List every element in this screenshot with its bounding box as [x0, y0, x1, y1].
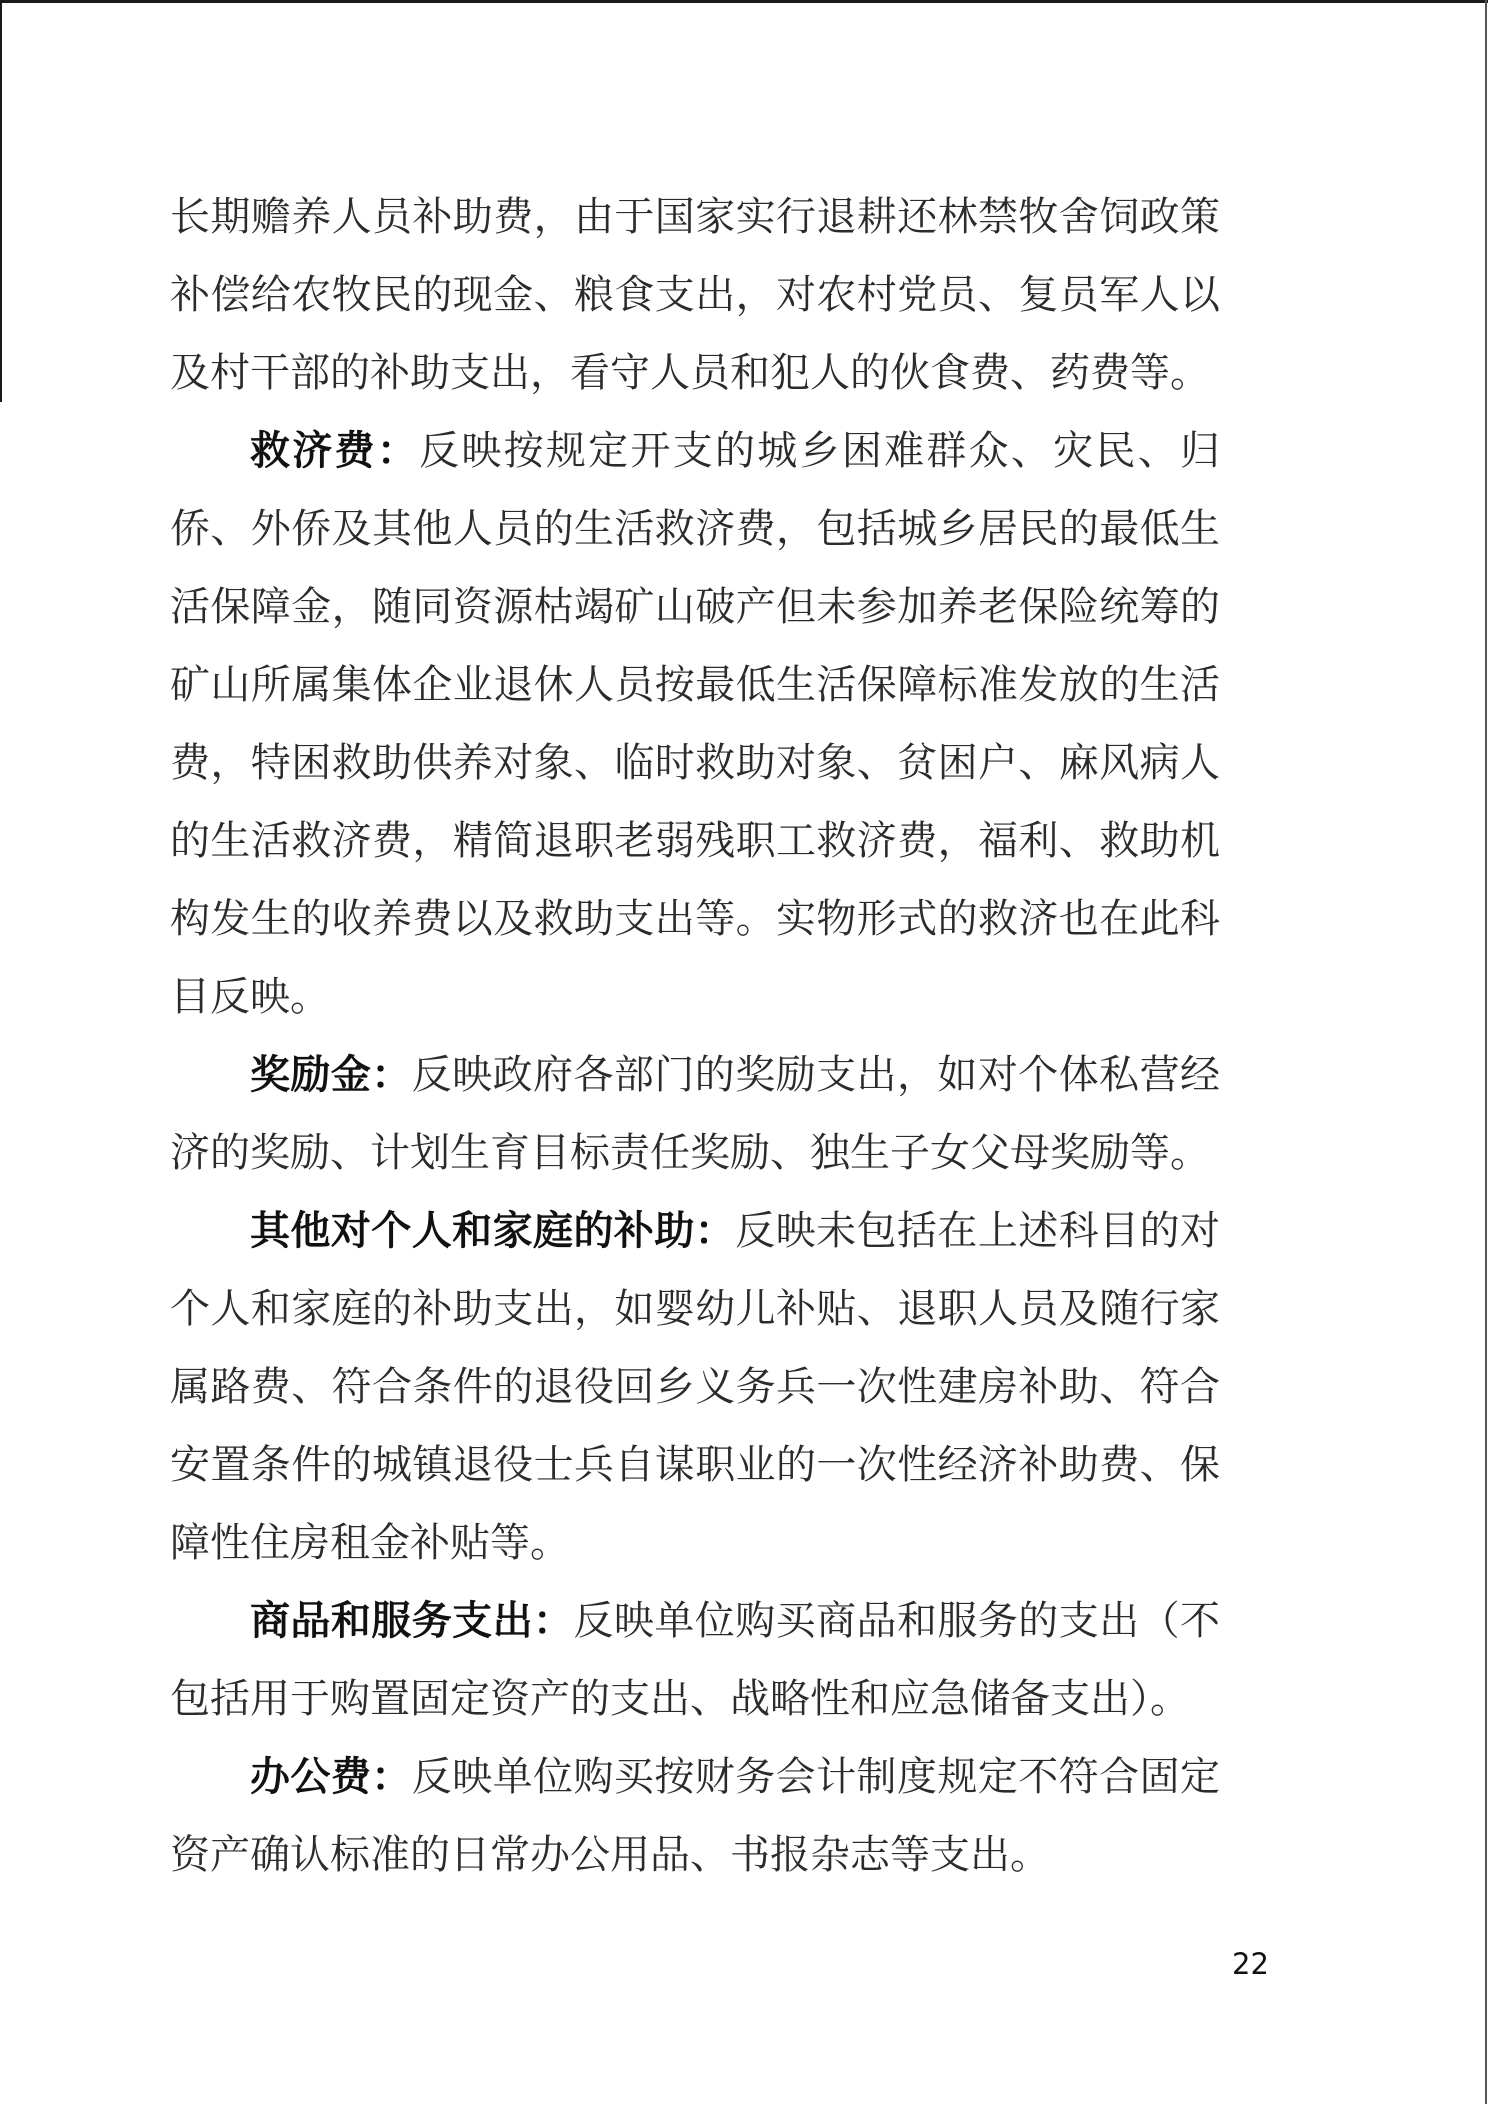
paragraph	[170, 1192, 1220, 1582]
page-number: 22	[1232, 1947, 1269, 1981]
page-top-edge-line	[0, 0, 1488, 3]
term-label: 奖励金：	[250, 1052, 412, 1097]
paragraph-text: 反映单位购买商品和服务的支出（不包括用于购置固定资产的支出、战略性和应急储备支出）。	[170, 1598, 1221, 1721]
paragraph-text: 反映单位购买按财务会计制度规定不符合固定资产确认标准的日常办公用品、书报杂志等支出。	[170, 1754, 1221, 1877]
page-left-edge-line	[0, 0, 2, 402]
paragraph	[170, 1036, 1220, 1192]
paragraph-text: 反映政府各部门的奖励支出，如对个体私营经济的奖励、计划生育目标责任奖励、独生子女父母奖励等。	[170, 1052, 1221, 1175]
paragraph-text: 长期赡养人员补助费，由于国家实行退耕还林禁牧舍饲政策补偿给农牧民的现金、粮食支出，对农村党员、复员军人以及村干部的补助支出，看守人员和犯人的伙食费、药费等。	[170, 194, 1220, 395]
paragraph	[170, 1738, 1220, 1894]
term-label: 救济费：	[250, 428, 420, 473]
paragraph	[170, 1582, 1220, 1738]
term-label: 商品和服务支出：	[250, 1598, 574, 1643]
paragraph-text: 反映未包括在上述科目的对个人和家庭的补助支出，如婴幼儿补贴、退职人员及随行家属路费、符合条件的退役回乡义务兵一次性建房补助、符合安置条件的城镇退役士兵自谋职业的一次性经济补助费、保障性住房租金补贴等。	[170, 1208, 1221, 1565]
term-label: 办公费：	[250, 1754, 412, 1799]
paragraph	[170, 412, 1220, 1036]
paragraph	[170, 178, 1220, 412]
term-label: 其他对个人和家庭的补助：	[250, 1208, 736, 1253]
text-block	[170, 178, 1220, 1894]
paragraph-text: 反映按规定开支的城乡困难群众、灾民、归侨、外侨及其他人员的生活救济费，包括城乡居民的最低生活保障金，随同资源枯竭矿山破产但未参加养老保险统筹的矿山所属集体企业退休人员按最低生活保障标准发放的生活费，特困救助供养对象、临时救助对象、贫困户、麻风病人的生活救济费，精简退职老弱残职工救济费，福利、救助机构发生的收养费以及救助支出等。实物形式的救济也在此科目反映。	[170, 428, 1221, 1019]
page-right-edge-line	[1485, 0, 1487, 2104]
